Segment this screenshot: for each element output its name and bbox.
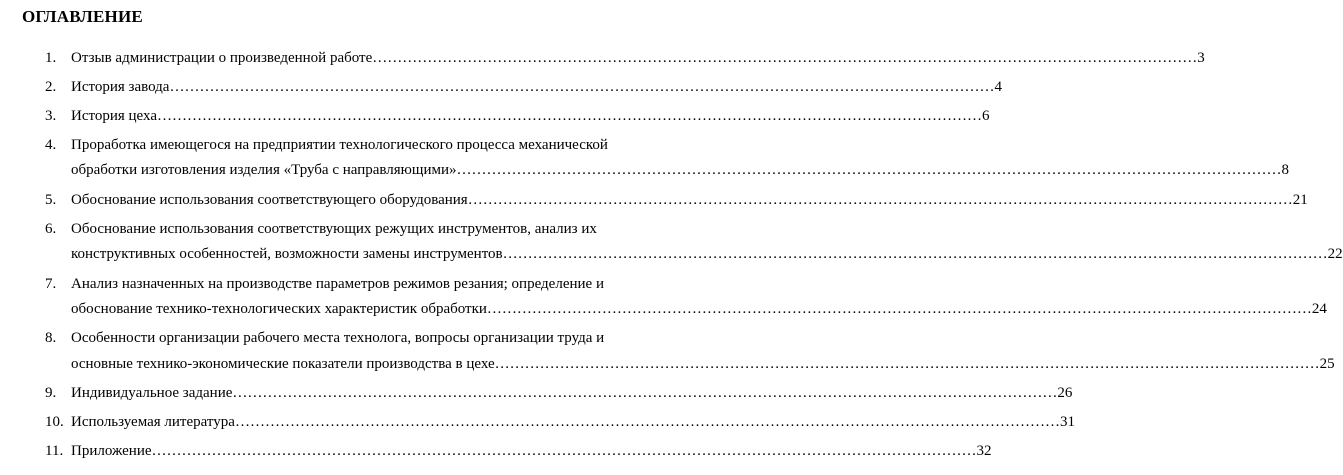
toc-item-number: 6.: [45, 221, 57, 237]
toc-leader-dots: …………………………………………………………………………………………………………………………………………………: [486, 301, 1312, 317]
toc-leader-dots: …………………………………………………………………………………………………………………………………………………: [169, 79, 995, 95]
toc-item-line: [71, 190, 1308, 211]
toc-item-title: История цеха: [71, 108, 157, 124]
toc-item-title-cont: основные технико-экономические показатели производства в цехе: [71, 356, 495, 372]
toc-item-number: 1.: [45, 50, 57, 66]
toc-item-line: [71, 160, 1289, 181]
toc-item-number: 3.: [45, 108, 57, 124]
toc-leader-dots: …………………………………………………………………………………………………………………………………………………: [494, 356, 1320, 372]
toc-item-page: 26: [1057, 385, 1073, 401]
toc-item-line: [71, 412, 1075, 433]
toc-item-title: Используемая литература: [71, 414, 235, 430]
toc-item-line: [71, 244, 1343, 265]
toc-item-page: 3: [1197, 50, 1205, 66]
toc-item-line: [71, 77, 1002, 98]
toc-item-number: 8.: [45, 330, 57, 346]
toc-item-page: 21: [1292, 192, 1308, 208]
toc-item-number: 11.: [45, 443, 64, 459]
toc-item-page: 32: [976, 443, 992, 459]
toc-item-line: [71, 48, 1205, 69]
toc-leader-dots: …………………………………………………………………………………………………………………………………………………: [372, 50, 1198, 66]
toc-item-title-cont: обоснование технико-технологических характеристик обработки: [71, 301, 487, 317]
toc-item-title: Индивидуальное задание: [71, 385, 233, 401]
toc-item-line: [71, 274, 642, 295]
toc-leader-dots: …………………………………………………………………………………………………………………………………………………: [467, 192, 1293, 208]
toc-item-number: 2.: [45, 79, 57, 95]
toc-item-number: 7.: [45, 276, 57, 292]
toc-item-title: Обоснование использования соответствующих режущих инструментов, анализ их: [71, 221, 597, 237]
toc-item-title: Приложение: [71, 443, 152, 459]
toc-item-number: 5.: [45, 192, 57, 208]
toc-item-number: 10.: [45, 414, 64, 430]
toc-item-title: История завода: [71, 79, 170, 95]
toc-item-page: 6: [981, 108, 990, 124]
toc-item-title-cont: конструктивных особенностей, возможности замены инструментов: [71, 246, 503, 262]
toc-item-line: [71, 441, 992, 462]
toc-item-line: [71, 219, 642, 240]
toc-item-title: Проработка имеющегося на предприятии технологического процесса механической: [71, 137, 608, 153]
toc-leader-dots: …………………………………………………………………………………………………………………………………………………: [156, 108, 982, 124]
toc-item-page: 25: [1319, 356, 1335, 372]
toc-item-page: 8: [1281, 162, 1289, 178]
toc-item-page: 24: [1311, 301, 1327, 317]
toc-item-line: [71, 135, 642, 156]
toc-item-title-cont: обработки изготовления изделия «Труба с направляющими»: [71, 162, 457, 178]
toc-item-title: Отзыв администрации о произведенной работе: [71, 50, 373, 66]
toc-item-title: Особенности организации рабочего места технолога, вопросы организации труда и: [71, 330, 605, 346]
toc-item-page: 31: [1059, 414, 1075, 430]
toc-item-title: Обоснование использования соответствующего оборудования: [71, 192, 468, 208]
toc-item-page: 4: [994, 79, 1002, 95]
toc-item-line: [71, 354, 1335, 375]
toc-item-number: 9.: [45, 385, 57, 401]
toc-heading: ОГЛАВЛЕНИЕ: [22, 7, 143, 26]
toc-leader-dots: …………………………………………………………………………………………………………………………………………………: [234, 414, 1060, 430]
toc-leader-dots: …………………………………………………………………………………………………………………………………………………: [502, 246, 1328, 262]
toc-item-line: [71, 383, 1073, 404]
toc-item-line: [71, 328, 642, 349]
toc-item-page: 22: [1327, 246, 1343, 262]
toc-leader-dots: …………………………………………………………………………………………………………………………………………………: [151, 443, 977, 459]
toc-item-line: [71, 106, 990, 127]
toc-leader-dots: …………………………………………………………………………………………………………………………………………………: [232, 385, 1058, 401]
toc-item-line: [71, 299, 1327, 320]
toc-item-number: 4.: [45, 137, 57, 153]
toc-item-title: Анализ назначенных на производстве параметров режимов резания; определение и: [71, 276, 604, 292]
toc-leader-dots: …………………………………………………………………………………………………………………………………………………: [456, 162, 1282, 178]
